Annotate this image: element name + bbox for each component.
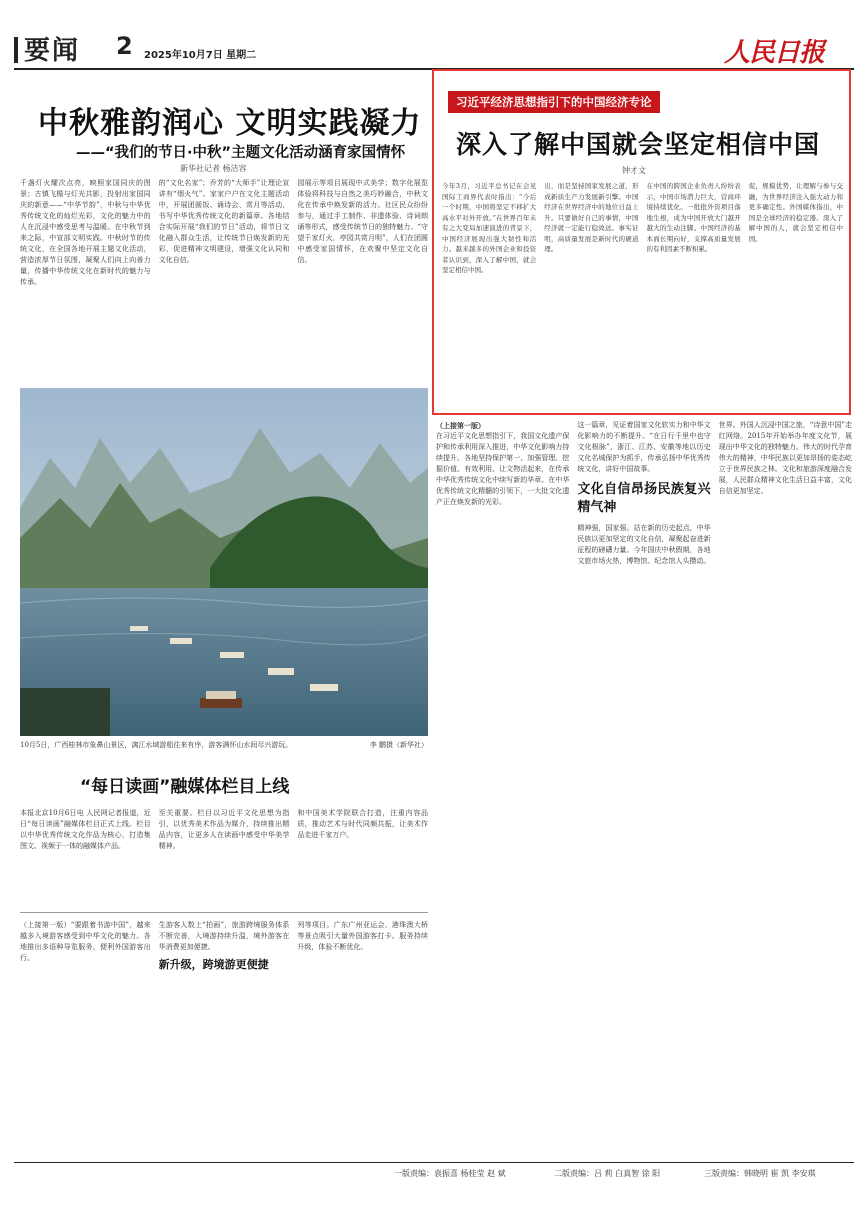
masthead [14,30,854,70]
body-column: 至关重要。栏目以习近平文化思想为指引，以优秀美术作品为媒介，持续推出精品内容，让更多人在读画中感受中华美学精神。 [158,809,290,850]
column-text: 精神强，国家强。站在新的历史起点，中华民族以更加坚定的文化自信，凝聚起奋进新征程的磅礴力量。今年国庆中秋假期，各地文旅市场火热，博物馆、纪念馆人头攒动。 [577,524,711,565]
commentary-body [442,181,843,409]
photo-caption [20,740,428,750]
subheading: 新升级，跨境游更便捷 [158,958,269,971]
body-column: 在中国的跨国企业负责人纷纷表示，中国市场潜力巨大，营商环境持续优化。一批批外资项目落地生根，成为中国开放大门越开越大的生动注脚。中国经济的基本面长期向好，支撑高质量发展的有利因素不断积累。 [646,182,741,253]
section-name [14,30,80,67]
body-column [719,420,852,1148]
article-byline: 新华社记者 杨洁容 [180,164,247,173]
topic-banner: 习近平经济思想指引下的中国经济专论 [448,91,660,113]
reading-column-article [20,760,428,1155]
body-column [436,420,569,1148]
newspaper-logo: 人民日报 [723,38,824,68]
column-text: 在习近平文化思想指引下，我国文化遗产保护和传承利用深入推进，中华文化影响力持续提升。各地坚持保护第一、加强管理、挖掘价值、有效利用、让文物活起来，在传承中华优秀传统文化中续写新的华章。在中华优秀传统文化精髓的引领下，一大批文化遗产正在焕发新的光彩。 [436,432,570,506]
body-column: 列等项目。广东广州亚运会、港珠澳大桥等景点吸引大量外国游客打卡。服务持续升级，体验不断优化。 [297,921,429,951]
body-column: 的“文化名家”；乔芳的“大师手”让理论宣讲有“烟火气”。家家户户在文化主题活动中，开展团圆饭、诵诗会、赏月等活动，书写中华优秀传统文化的新篇章。各地结合实际开展“我们的节日”活动，将节日文化融入群众生活，让传统节日焕发新的光彩，促进精神文明建设，增强文化认同和文化自信。 [158,179,290,264]
article-body [20,808,428,904]
caption-credit: 李 鹏摄（新华社） [369,741,428,749]
editors-page-two: 二版责编：吕 莉 白真智 徐 阳 [554,1169,661,1178]
commentary-headline: 深入了解中国就会坚定相信中国 [456,130,821,159]
body-column: 和中国美术学院联合打造，注重内容品质，推动艺术与时代同频共振，让美术作品走进千家万户。 [297,809,429,839]
body-column: 出，而是坚持国家发展之道，形成新质生产力发展新引擎。中国经济在世界经济中的地位日益上升。只要做好自己的事情，中国经济就一定能行稳致远。事实证明，高质量发展是新时代的硬道理。 [544,182,639,253]
body-column: 本报北京10月6日电 人民网记者报道，近日“每日读画”融媒体栏目正式上线。栏目以中华优秀传统文化作品为核心，打造集图文、视频于一体的融媒体产品。 [20,809,151,850]
body-column: 千盏灯火耀次点亮，映照家国同庆的图景；古镇飞檐与灯光共影，投射出家国同庆的新意——“中华节韵”，中秋与中华优秀传统文化的灿烂光彩，文化的魅力中的人在沉浸中感受思考与温暖。在中秋节到来之际，中宣部文明实践。中秋时节的传统文化，在全国各地开展主题文化活动，营造浓厚节日氛围，凝聚人们向上向善力量，传播中华传统文化在新时代的魅力与传承。 [20,179,151,286]
body-column [577,420,710,1148]
article-headline: “每日读画”融媒体栏目上线 [80,777,290,797]
article-headline: 中秋雅韵润心 文明实践凝力 [38,106,422,141]
body-column [159,920,290,1152]
section-heading: 文化自信昂扬民族复兴精气神 [577,482,711,515]
divider [20,912,428,913]
body-column: 促，规模优势，让理解与参与交融，为世界经济注入强大动力和更多确定性。外国媒体指出，中国是全球经济的稳定器。深入了解中国的人，就会坚定相信中国。 [748,182,843,243]
body-column: 园展示等项目展现中式美学；数字化展览体验将科技与自然之美巧妙融合，中秋文化在传承中焕发新的活力。社区民众纷纷参与，通过手工制作、非遗体验、诗词朗诵等形式，感受传统节日的独特魅力。“守望千家灯火，亭园共赏月明”，人们在团圆中感受家国情怀，在欢聚中坚定文化自信。 [297,179,429,264]
commentary-author: 钟才文 [622,166,646,175]
article-subheadline: ——“我们的节日·中秋”主题文化活动涵育家国情怀 [76,145,406,161]
issue-date: 2025年10月7日 星期二 [144,50,257,61]
body-column: 今年3月，习近平总书记在会见国际工商界代表时指出：“今后一个时期，中国将坚定不移扩大高水平对外开放。”在世界百年未有之大变局加速演进的背景下，中国经济展现出强大韧性和活力。越来越多的外国企业和投资者认识到，深入了解中国，就会坚定相信中国。 [442,182,537,274]
news-photo-li-river [20,388,428,736]
column-text: 世界。外国人沉浸中国之旅，“诗意中国”走红网络。2015年开始举办年度文化节，展现出中华文化的独特魅力。伟大的时代孕育伟大的精神，中华民族以更加昂扬的姿态屹立于世界民族之林。文化和旅游深度融合发展，人民群众精神文化生活日益丰富，文化自信更加坚定。 [718,421,852,495]
editor-credits [14,1162,854,1184]
section-label: 要闻 [24,36,81,66]
body-column: （上接第一版）“要跟着书游中国”，越来越多入境游客感受到中华文化的魅力。各地推出多语种导览服务，便利外国游客出行。 [20,921,151,962]
article-body [20,920,428,1152]
continued-article [436,420,852,1148]
highlighted-commentary [432,69,851,415]
photo-illustration [20,388,428,736]
continuation-note: （上接第一版） [436,421,485,430]
caption-text: 10月5日，广西桂林市象鼻山景区，漓江水域游船往来有序，游客满怀山水间尽兴游玩。 [20,741,293,749]
column-text: 这一篇章，见证着国家文化软实力和中华文化影响力的不断提升。“在日行千里中也守文化根脉”，浙江、江苏、安徽等地以历史文化名城保护为抓手，传承弘扬中华优秀传统文化，讲好中国故事。 [577,421,711,473]
page-number: 2 [116,32,133,60]
column-text: 生游客人数上“拍画”，旅游跨境服务体系不断完善，入境游持续升温，境外游客在华消费更加便捷。 [158,921,290,951]
editors-page-three: 三版责编：韩晓明 崔 凯 李安琪 [704,1169,816,1178]
editors-page-one: 一版责编：袁振喜 杨桂莹 赵 斌 [394,1169,506,1178]
